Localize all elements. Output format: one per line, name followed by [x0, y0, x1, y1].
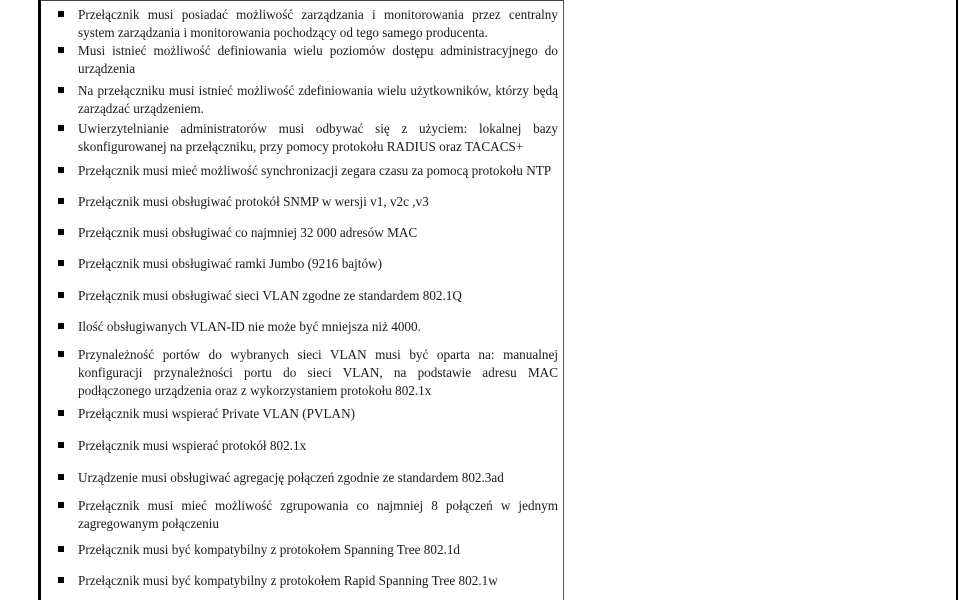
requirement-text-line: Przynależność portów do wybranych sieci VLAN musi być oparta na: manualnej — [78, 347, 558, 362]
bullet-icon — [58, 442, 64, 448]
requirement-text-line: Przełącznik musi obsługiwać sieci VLAN zgodne ze standardem 802.1Q — [78, 288, 462, 303]
requirement-text-line: zagregowanym połączeniu — [78, 516, 219, 531]
bullet-icon — [58, 502, 64, 508]
bullet-icon — [58, 229, 64, 235]
requirement-text-line: Urządzenie musi obsługiwać agregację połączeń zgodnie ze standardem 802.3ad — [78, 470, 504, 485]
requirement-text-line: system zarządzania i monitorowania pochodzący od tego samego producenta. — [78, 25, 488, 40]
requirement-text-line: Przełącznik musi mieć możliwość zgrupowania co najmniej 8 połączeń w jednym — [78, 498, 558, 513]
requirement-text-line: Przełącznik musi obsługiwać co najmniej 32 000 adresów MAC — [78, 225, 418, 240]
requirement-text-line: Przełącznik musi wspierać Private VLAN (PVLAN) — [78, 406, 355, 421]
table-right-border — [956, 0, 958, 600]
requirement-text-line: Przełącznik musi być kompatybilny z protokołem Rapid Spanning Tree 802.1w — [78, 573, 498, 588]
requirement-text-line: skonfigurowanej na przełączniku, przy pomocy protokołu RADIUS oraz TACACS+ — [78, 139, 524, 154]
requirement-text-line: Przełącznik musi obsługiwać protokół SNMP w wersji v1, v2c ,v3 — [78, 194, 429, 209]
requirement-text-line: konfiguracji przynależności portu do sieci VLAN, na podstawie adresu MAC — [78, 365, 558, 380]
bullet-icon — [58, 577, 64, 583]
requirement-text-line: Przełącznik musi być kompatybilny z protokołem Spanning Tree 802.1d — [78, 542, 461, 557]
bullet-icon — [58, 351, 64, 357]
bullet-icon — [58, 167, 64, 173]
requirement-text-line: Przełącznik musi posiadać możliwość zarządzania i monitorowania przez centralny — [78, 7, 558, 22]
requirement-text-line: Ilość obsługiwanych VLAN-ID nie może być mniejsza niż 4000. — [78, 319, 421, 334]
bullet-icon — [58, 546, 64, 552]
requirement-text-line: Na przełączniku musi istnieć możliwość zdefiniowania wielu użytkowników, którzy będą — [78, 83, 558, 98]
table-left-border — [38, 0, 41, 600]
bullet-icon — [58, 47, 64, 53]
bullet-icon — [58, 260, 64, 266]
requirement-text-line: podłączonego urządzenia oraz z wykorzystaniem protokołu 802.1x — [78, 383, 432, 398]
requirement-text-line: zarządzać urządzeniem. — [78, 101, 204, 116]
requirement-text-line: urządzenia — [78, 61, 136, 76]
bullet-icon — [58, 125, 64, 131]
table-column-divider — [563, 0, 564, 600]
requirement-text-line: Przełącznik musi wspierać protokół 802.1x — [78, 438, 307, 453]
bullet-icon — [58, 474, 64, 480]
bullet-icon — [58, 292, 64, 298]
bullet-icon — [58, 323, 64, 329]
bullet-icon — [58, 11, 64, 17]
requirement-text-line: Uwierzytelnianie administratorów musi odbywać się z użyciem: lokalnej bazy — [78, 121, 558, 136]
bullet-icon — [58, 87, 64, 93]
requirement-text-line: Musi istnieć możliwość definiowania wielu poziomów dostępu administracyjnego do — [78, 43, 558, 58]
requirement-text-line: Przełącznik musi mieć możliwość synchronizacji zegara czasu za pomocą protokołu NTP — [78, 163, 552, 178]
bullet-icon — [58, 410, 64, 416]
requirement-text-line: Przełącznik musi obsługiwać ramki Jumbo (9216 bajtów) — [78, 256, 382, 271]
bullet-icon — [58, 198, 64, 204]
table-top-border — [41, 0, 563, 1]
